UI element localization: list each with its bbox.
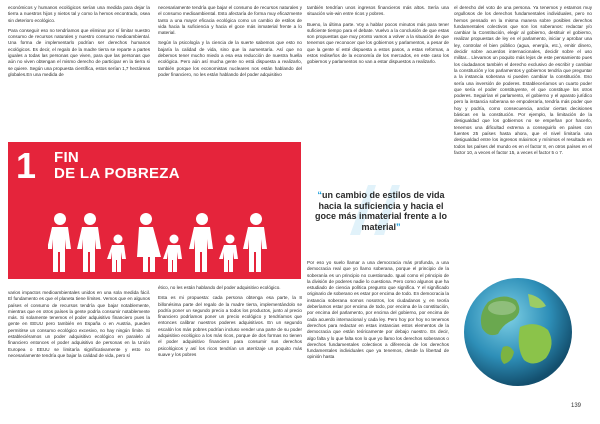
- paragraph: ético, no les están hablando del poder adquisitivo ecológico.: [158, 285, 281, 290]
- paragraph: el derecho del voto de una persona. Ya tenemos y estamos muy orgullosos de los derechos fundamentales individuales, pero no hemos pensado en la misma manera sobre posibles derechos fundamentales colectivos que son los soberanos: redactar y/o cambiar la Constitución, elegir al gobierno, destituir el gobierno, realizar propuestas de ley en el parlamento, iniciar y aprobar una ley, controlar el bien público (agua, energía, etc.), emitir dinero, decidir sobre acuerdos internacionales, decidir sobre el uso militar... Llevamos un poquito más lejos de este pensamiento pues los ciudadanos también el derecho exclusivo de escribir y cambiar la constitución y los parlamentos y gobiernos tendría que preguntar a la instancia soberana si pueden cambiar la constitución. Eso sería una inversión de poderes. Estableceríamos un cuarto poder que sería el poder constituyente, el que constituye los otros poderes. Seguirían el parlamento, el gobierno y el aparato jurídico pero la instancia soberana se empoderaría, tendría más poder que hoy y podría, como consecuencia, anclar ciertas decisiones básicas en la constitución. Por ejemplo, la limitación de la desigualdad que los gobiernos no se empeñan por hacerlo, tenemos una dificultad extrema a conseguirlo en países con fuentes 25 países hasta ahora, que el nivel limitaría una desigualdad entre los ingresos máximos y mínimos el resultado en todos los países del mundo es en el factor 8, en otros países en el factor 10, a veces el factor 15, a veces el factor 5 o 7.: [454, 5, 592, 155]
- globe-icon: [458, 272, 578, 392]
- paragraph: Según la psicología y la ciencia de la suerte sabemos que esto no bajaría la calidad de vida, sino que la aumentaría. Así que no debemos tener mucho miedo a esa esa reducción de nuestra huella ecológica. Pero aún así mucha gente no está dispuesta a realizarlo, también porque los economistas nucleares nos están hablando del poder financiero, no les están hablando del poder adquisitivo: [158, 40, 302, 77]
- quote-open-mark: “: [317, 190, 322, 200]
- paragraph: Para conseguir eso no tendríamos que eliminar por sí limitar nuestro consumo de recursos naturales y nuestro consumo medioambiental. Una forma de implementarlo podrían ser derechos humanos ecológicos. Es decir, el regalo de la madre tierra se reparte a partes iguales a todas las personas que viven, para que las personas que aún no viven obtengan el mismo derecho de participar en la tierra si se quiere. Según una propuesta científica, estos serían 1,7 hectáreas globales.En una medida de: [8, 27, 150, 77]
- paragraph: económicos y humanos ecológicos serían una medida para dejar la tierra a nuestros hijos y nietos tal y como la hemos encontrado, osea sin deterioro ecológico.: [8, 5, 150, 23]
- column-2-top-text: [158, 5, 302, 82]
- column-3-top-text: [307, 5, 449, 70]
- goal-title-line1: FIN: [54, 149, 80, 166]
- paragraph: Esta es mi propuesta: cada persona obtenga esa parte, la 8 billonésima parte del regalo de la madre tierra, implementándolo se podría poner un segundo precio a todos los productos, junto al precio financiero podríamos poner un precio ecológico y tendríamos que entonces calibrar nuestros poderes adquisitivos. En un segundo escalón los más pobres podrían incluso vender una parte de su poder adquisitivo ecológico a los más ricos, porque de dos formas no tienen el poder adquisitivo financiero para consumir sus derechos psicológicos y así los ricos tendrían un aterrizaje un poquito más suave y los pobres: [158, 295, 302, 357]
- goal-title-line2: DE LA POBREZA: [54, 165, 180, 182]
- family-people-icon: [48, 212, 268, 274]
- paragraph: Bueno, la última parte. Voy a hablar pocos minutos más para tener suficiente tiempo para el debate. Vuelvo a la conclusión de que estas son propuestas que muy pronto vamos a volver a la situación de que tenemos que reconocer que los gobiernos y parlamentos, a pesar de que la gente sí esté dispuesta a estos pasos, a estas reformas, a estos rediseños de la economía de los mercados, en este caso los gobiernos y parlamentos no van a estar dispuestos a realizarlo.: [307, 21, 449, 65]
- sdg-goal-banner: [8, 142, 301, 279]
- goal-number: 1: [16, 145, 37, 186]
- column-1-top-text: [8, 5, 150, 82]
- column-1-bottom-text: [8, 290, 150, 363]
- goal-title: [54, 150, 180, 182]
- paragraph: también tendrían unos ingresos financieros más altos. Sería una situación win-win entre ricos y pobres.: [307, 5, 449, 17]
- page-number: 139: [571, 403, 582, 409]
- column-4-text: [454, 5, 592, 160]
- paragraph: necesariamente tendría que bajar el consumo de recursos naturales y el consumo medioambiental. Esto afectaría de forma muy eficazmente tanto a una mayor eficacia ecológica como un cambio de estilos de vida hacia la suficiencia y hacia el goce más inmaterial frente a lo material.: [158, 5, 302, 36]
- quote-close-mark: ”: [396, 221, 401, 232]
- column-2-bottom-text: [158, 285, 302, 362]
- pull-quote-text: un cambio de estilos de vida hacia la suficiencia y hacia el goce más inmaterial frente a lo material: [314, 190, 448, 232]
- paragraph: varios impactos medioambientales unidos en una sola medida fácil. El fundamento es que el planeta tiene límites. Vemos que en algunos países el consumo de recursos tendría que bajar notablemente, mientras que en otros países la gente podría consumir notablemente más. Si solamente tenemos el poder adquisitivo financiero pues la gente en EEUU pero también en España o en Austria, pueden permitirse un consumo ecológico excesivo, no hay ningún límite. Si estableciéramos un poder adquisitivo ecológico en paralelo al financiero entonces el poder adquisitivo de personas en la Unión Europea o EEUU se limitaría significativamente y esto no necesariamente tendría que bajar la calidad de vida, pero sí: [8, 290, 150, 358]
- paragraph: Por eso yo suelo llamar a una democracia más profunda, a una democracia real que yo llamo soberana, porque el principio de la soberanía es un principio no cuestionado. Igual como el principio de la división de poderes nadie lo cuestiona. Pero como algunos que ha estudiado de ciencia política pregunto que significa. Y el significado originario de soberano es estar por encima de todo. En democracia la instancia soberana somos nosotros, los ciudadanos y, en teoría deberíamos estar por encima de todo, por encima de la constitución, por encima del parlamento, por encima del gobierno, por encima de cada acuerdo internacional y cada ley. Pero hoy por hoy no tenemos derechos para redactar en estas instancias estos elementos de la democracia que están teóricamente por debajo nuestro. Es decir, algo falta y lo que falta son lo que yo llamo los derechos soberanos o derechos fundamentales colectivos a diferencia de los derechos fundamentales individuales que ya tenemos, desde la libertad de opinión hasta: [307, 260, 449, 360]
- column-3-bottom-text: [307, 260, 449, 365]
- pull-quote: [312, 190, 450, 232]
